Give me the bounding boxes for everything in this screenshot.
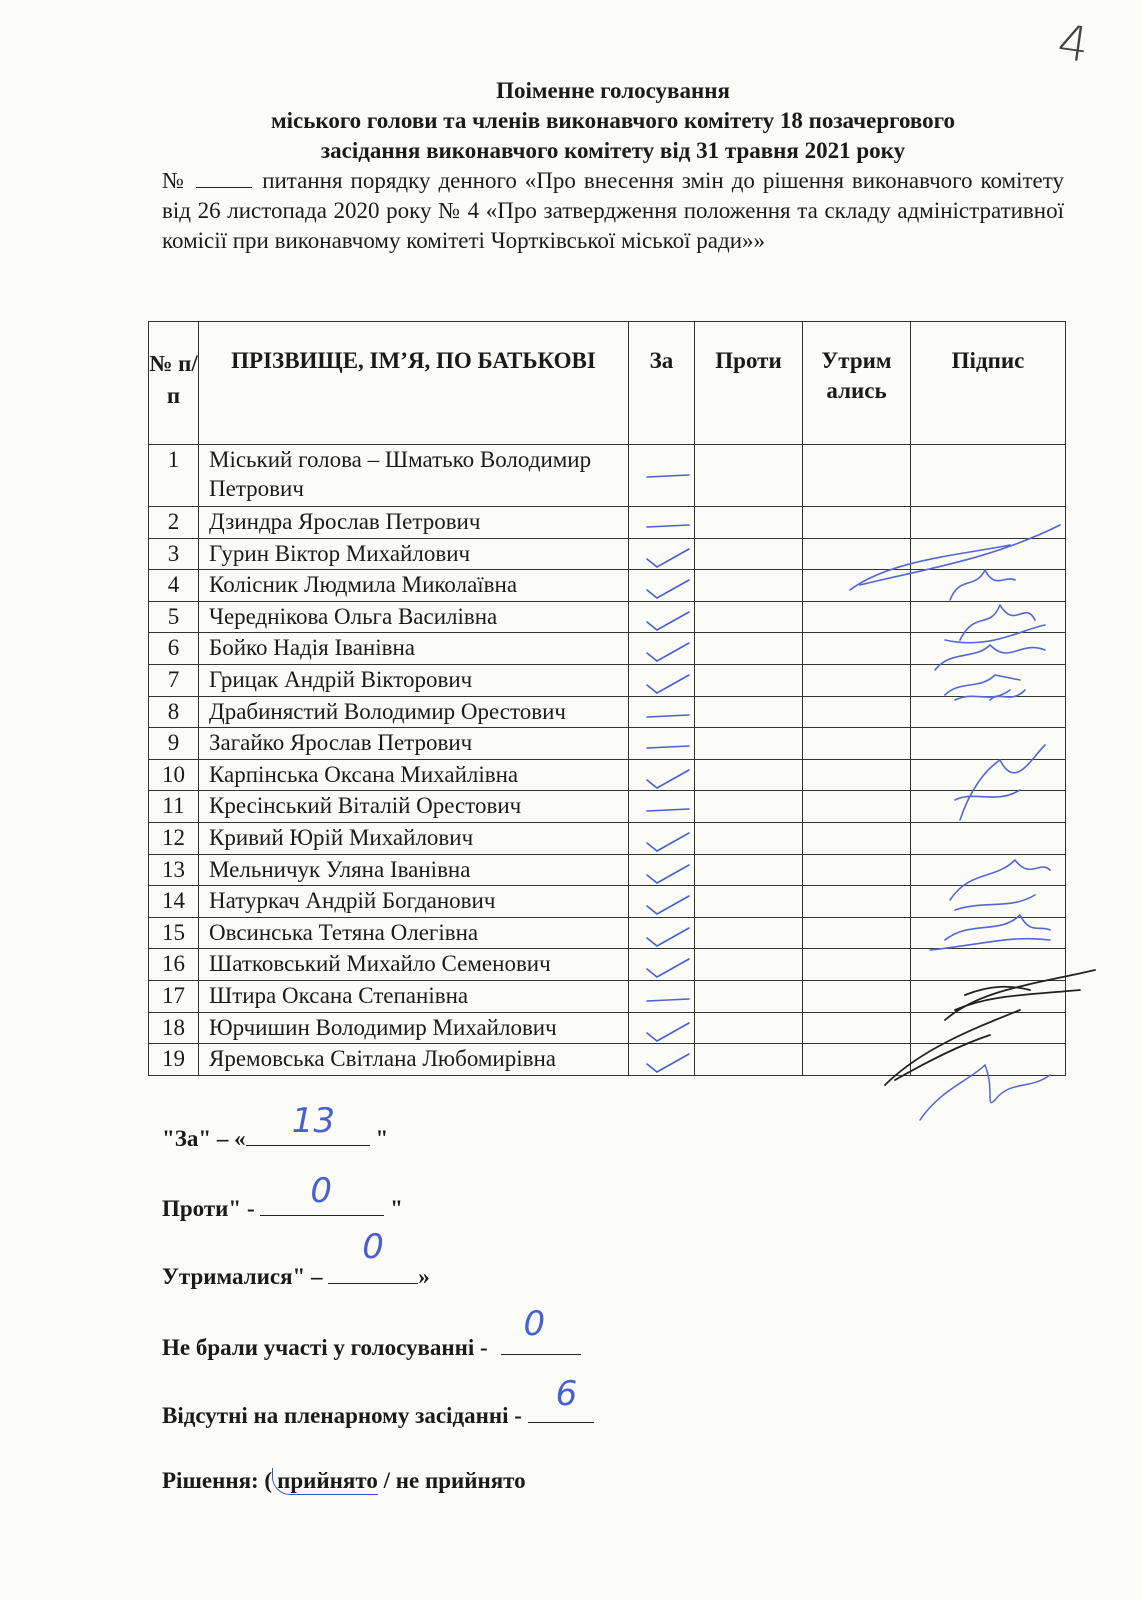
table-row xyxy=(149,949,1066,981)
vote-against-cell xyxy=(695,570,803,602)
row-number: 5 xyxy=(149,601,199,633)
member-name: Шатковський Михайло Семенович xyxy=(199,949,629,981)
signature-cell xyxy=(911,949,1066,981)
header-name: ПРІЗВИЩЕ, ІМ’Я, ПО БАТЬКОВІ xyxy=(199,322,629,445)
vote-abstained-cell xyxy=(803,601,911,633)
row-number: 14 xyxy=(149,886,199,918)
roll-call-table xyxy=(148,321,1066,1076)
vote-against-cell xyxy=(695,664,803,696)
question-number-sign: № xyxy=(162,168,187,193)
vote-for-cell xyxy=(629,917,695,949)
table-row xyxy=(149,917,1066,949)
signature-cell xyxy=(911,759,1066,791)
member-name: Драбинястий Володимир Орестович xyxy=(199,696,629,728)
member-name: Грицак Андрій Вікторович xyxy=(199,664,629,696)
summary-for-label: "За" – « xyxy=(162,1126,246,1151)
signature-cell xyxy=(911,445,1066,507)
vote-abstained-cell xyxy=(803,886,911,918)
decision-label: Рішення: ( xyxy=(162,1468,273,1493)
summary-abstained-label: Утрималися" – xyxy=(162,1264,329,1289)
checkmark-icon xyxy=(641,1019,695,1045)
summary-not-voted-value: 0 xyxy=(523,1304,546,1344)
checkmark-icon xyxy=(641,955,695,981)
summary-not-voted-label: Не брали участі у голосуванні - xyxy=(162,1335,494,1360)
decision-accepted: прийнято xyxy=(272,1468,378,1495)
summary-against-end: " xyxy=(384,1196,403,1221)
checkmark-icon xyxy=(641,608,695,634)
row-number: 11 xyxy=(149,791,199,823)
vote-abstained-cell xyxy=(803,728,911,760)
vote-abstained-cell xyxy=(803,791,911,823)
dash-icon xyxy=(641,463,695,489)
header-abstained: Утрим ались xyxy=(803,322,911,445)
member-name: Юрчишин Володимир Михайлович xyxy=(199,1012,629,1044)
dash-icon xyxy=(641,987,695,1013)
checkmark-icon xyxy=(641,924,695,950)
vote-against-cell xyxy=(695,728,803,760)
signature-cell xyxy=(911,728,1066,760)
row-number: 8 xyxy=(149,696,199,728)
checkmark-icon xyxy=(641,766,695,792)
vote-for-cell xyxy=(629,601,695,633)
header-num: № п/п xyxy=(149,322,199,445)
summary-for-end: " xyxy=(369,1126,389,1151)
checkmark-icon xyxy=(641,671,695,697)
vote-for-cell xyxy=(629,570,695,602)
member-name: Бойко Надія Іванівна xyxy=(199,633,629,665)
table-row xyxy=(149,791,1066,823)
summary-abstained-value: 0 xyxy=(362,1227,384,1267)
vote-against-cell xyxy=(695,949,803,981)
table-row xyxy=(149,570,1066,602)
row-number: 18 xyxy=(149,1012,199,1044)
member-name: Мельничук Уляна Іванівна xyxy=(199,854,629,886)
vote-abstained-cell xyxy=(803,1044,911,1076)
vote-abstained-cell xyxy=(803,759,911,791)
row-number: 9 xyxy=(149,728,199,760)
vote-for-cell xyxy=(629,696,695,728)
checkmark-icon xyxy=(641,892,695,918)
vote-against-cell xyxy=(695,791,803,823)
row-number: 19 xyxy=(149,1044,199,1076)
table-row xyxy=(149,854,1066,886)
member-name: Череднікова Ольга Василівна xyxy=(199,601,629,633)
summary-for-value: 13 xyxy=(291,1101,335,1141)
member-name: Кресінський Віталій Орестович xyxy=(199,791,629,823)
signature-cell xyxy=(911,1044,1066,1076)
vote-for-cell xyxy=(629,728,695,760)
row-number: 7 xyxy=(149,664,199,696)
vote-for-cell xyxy=(629,886,695,918)
table-row xyxy=(149,507,1066,539)
vote-for-cell xyxy=(629,759,695,791)
member-name: Яремовська Світлана Любомирівна xyxy=(199,1044,629,1076)
table-row xyxy=(149,696,1066,728)
summary-not-voted xyxy=(162,1304,581,1361)
document-header xyxy=(162,76,1064,256)
member-name: Гурин Віктор Михайлович xyxy=(199,538,629,570)
vote-against-cell xyxy=(695,886,803,918)
member-name: Міський голова – Шматько Володимир Петрович xyxy=(199,445,629,507)
table-row xyxy=(149,759,1066,791)
row-number: 10 xyxy=(149,759,199,791)
vote-abstained-cell xyxy=(803,854,911,886)
header-for: За xyxy=(629,322,695,445)
summary-absent xyxy=(162,1374,594,1429)
vote-against-cell xyxy=(695,445,803,507)
member-name: Штира Оксана Степанівна xyxy=(199,980,629,1012)
agenda-question xyxy=(162,166,1064,256)
table-row xyxy=(149,664,1066,696)
checkmark-icon xyxy=(641,861,695,887)
vote-against-cell xyxy=(695,980,803,1012)
summary-decision xyxy=(162,1468,526,1495)
vote-abstained-cell xyxy=(803,696,911,728)
title-line-2: міського голови та членів виконавчого комітету 18 позачергового xyxy=(270,108,956,133)
row-number: 6 xyxy=(149,633,199,665)
row-number: 15 xyxy=(149,917,199,949)
row-number: 13 xyxy=(149,854,199,886)
signature-cell xyxy=(911,886,1066,918)
table-header-row xyxy=(149,322,1066,445)
checkmark-icon xyxy=(641,829,695,855)
vote-abstained-cell xyxy=(803,822,911,854)
vote-for-cell xyxy=(629,949,695,981)
header-signature: Підпис xyxy=(911,322,1066,445)
dash-icon xyxy=(641,734,695,760)
table-row xyxy=(149,822,1066,854)
member-name: Кривий Юрій Михайлович xyxy=(199,822,629,854)
vote-against-cell xyxy=(695,854,803,886)
summary-not-voted-line xyxy=(501,1304,581,1355)
member-name: Карпінська Оксана Михайлівна xyxy=(199,759,629,791)
row-number: 16 xyxy=(149,949,199,981)
summary-abstained xyxy=(162,1227,430,1290)
decision-rest: / не прийнято xyxy=(377,1468,526,1493)
vote-against-cell xyxy=(695,538,803,570)
summary-for-line xyxy=(246,1101,370,1146)
member-name: Натуркач Андрій Богданович xyxy=(199,886,629,918)
table-row xyxy=(149,445,1066,507)
dash-icon xyxy=(641,797,695,823)
table-row xyxy=(149,1012,1066,1044)
row-number: 1 xyxy=(149,445,199,507)
vote-for-cell xyxy=(629,854,695,886)
member-name: Дзиндра Ярослав Петрович xyxy=(199,507,629,539)
vote-against-cell xyxy=(695,1044,803,1076)
checkmark-icon xyxy=(641,545,695,571)
summary-abstained-end: » xyxy=(418,1264,430,1289)
summary-against-line xyxy=(260,1171,384,1216)
vote-against-cell xyxy=(695,1012,803,1044)
row-number: 3 xyxy=(149,538,199,570)
signature-cell xyxy=(911,664,1066,696)
checkmark-icon xyxy=(641,1050,695,1076)
title-line-3: засідання виконавчого комітету від 31 травня 2021 року xyxy=(320,138,906,163)
vote-abstained-cell xyxy=(803,917,911,949)
vote-for-cell xyxy=(629,507,695,539)
signature-cell xyxy=(911,633,1066,665)
vote-abstained-cell xyxy=(803,445,911,507)
vote-for-cell xyxy=(629,445,695,507)
summary-against xyxy=(162,1171,403,1222)
summary-abstained-line xyxy=(328,1227,418,1284)
vote-against-cell xyxy=(695,601,803,633)
table-row xyxy=(149,633,1066,665)
signature-cell xyxy=(911,570,1066,602)
row-number: 12 xyxy=(149,822,199,854)
table-row xyxy=(149,538,1066,570)
table-row xyxy=(149,601,1066,633)
vote-abstained-cell xyxy=(803,570,911,602)
vote-for-cell xyxy=(629,538,695,570)
signature-cell xyxy=(911,1012,1066,1044)
table-row xyxy=(149,728,1066,760)
summary-absent-line xyxy=(528,1374,594,1423)
checkmark-icon xyxy=(641,639,695,665)
question-number-blank xyxy=(196,169,252,188)
vote-abstained-cell xyxy=(803,1012,911,1044)
row-number: 2 xyxy=(149,507,199,539)
dash-icon xyxy=(641,703,695,729)
vote-for-cell xyxy=(629,791,695,823)
page-number: 4 xyxy=(1054,14,1093,74)
member-name: Овсинська Тетяна Олегівна xyxy=(199,917,629,949)
vote-for-cell xyxy=(629,1012,695,1044)
summary-for xyxy=(162,1101,389,1152)
title-line-1: Поіменне голосування xyxy=(496,78,730,103)
vote-against-cell xyxy=(695,507,803,539)
vote-against-cell xyxy=(695,822,803,854)
vote-abstained-cell xyxy=(803,633,911,665)
summary-against-value: 0 xyxy=(310,1171,332,1211)
signature-cell xyxy=(911,791,1066,823)
signature-cell xyxy=(911,854,1066,886)
vote-for-cell xyxy=(629,980,695,1012)
signature-cell xyxy=(911,696,1066,728)
vote-against-cell xyxy=(695,917,803,949)
vote-against-cell xyxy=(695,696,803,728)
signature-cell xyxy=(911,538,1066,570)
vote-abstained-cell xyxy=(803,664,911,696)
member-name: Загайко Ярослав Петрович xyxy=(199,728,629,760)
vote-against-cell xyxy=(695,759,803,791)
table-row xyxy=(149,886,1066,918)
signature-cell xyxy=(911,917,1066,949)
signature-cell xyxy=(911,822,1066,854)
vote-abstained-cell xyxy=(803,538,911,570)
vote-abstained-cell xyxy=(803,949,911,981)
vote-abstained-cell xyxy=(803,980,911,1012)
vote-against-cell xyxy=(695,633,803,665)
summary-absent-value: 6 xyxy=(555,1374,578,1414)
vote-for-cell xyxy=(629,822,695,854)
summary-absent-label: Відсутні на пленарному засіданні - xyxy=(162,1403,528,1428)
vote-for-cell xyxy=(629,633,695,665)
question-text: питання порядку денного «Про внесення змін до рішення виконавчого комітету від 26 листопада 2020 року № 4 «Про затвердження положення та складу адміністративної комісії при виконавчому комітеті Чортківської міської ради»» xyxy=(162,168,1064,253)
dash-icon xyxy=(641,513,695,539)
table-row xyxy=(149,1044,1066,1076)
header-against: Проти xyxy=(695,322,803,445)
row-number: 17 xyxy=(149,980,199,1012)
vote-for-cell xyxy=(629,1044,695,1076)
member-name: Колісник Людмила Миколаївна xyxy=(199,570,629,602)
vote-abstained-cell xyxy=(803,507,911,539)
vote-for-cell xyxy=(629,664,695,696)
signature-cell xyxy=(911,507,1066,539)
signature-cell xyxy=(911,601,1066,633)
checkmark-icon xyxy=(641,576,695,602)
summary-against-label: Проти" - xyxy=(162,1196,261,1221)
table-row xyxy=(149,980,1066,1012)
row-number: 4 xyxy=(149,570,199,602)
signature-cell xyxy=(911,980,1066,1012)
